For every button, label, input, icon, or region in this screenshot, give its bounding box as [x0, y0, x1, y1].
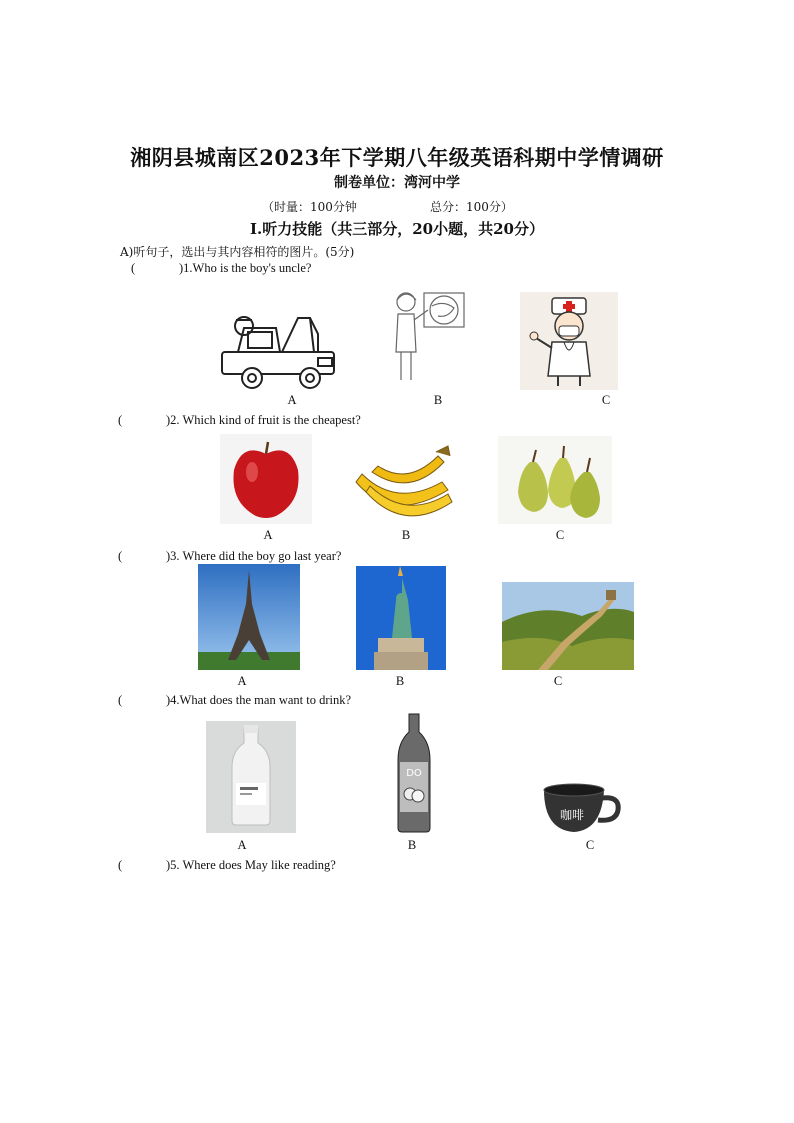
teacher-at-globe-picture: [388, 290, 468, 384]
great-wall-picture: [502, 582, 634, 670]
doctor-picture: [520, 292, 618, 390]
time-limit: （时量：100分钟: [262, 200, 357, 214]
option-label-c: C: [553, 674, 563, 688]
total-score: 总分：100分）: [430, 200, 513, 214]
milk-bottle-picture: [206, 721, 296, 833]
question-text: 2. Which kind of fruit is the cheapest?: [170, 413, 361, 427]
option-label-a: A: [287, 393, 297, 407]
option-label-c: C: [555, 528, 565, 542]
question-2: ( )2. Which kind of fruit is the cheapest?: [118, 413, 361, 427]
question-5: ( )5. Where does May like reading?: [118, 858, 336, 872]
juice-bottle-picture: [394, 712, 434, 834]
statue-of-liberty-picture: [356, 566, 446, 670]
question-3: ( )3. Where did the boy go last year?: [118, 549, 342, 563]
answer-blank[interactable]: (: [118, 549, 123, 563]
eiffel-tower-picture: [198, 564, 300, 670]
coffee-cup-picture: [540, 782, 624, 836]
tow-truck-driver-picture: [218, 308, 338, 392]
question-4: ( )4.What does the man want to drink?: [118, 693, 352, 707]
answer-blank[interactable]: (: [118, 693, 123, 707]
question-text: 1.Who is the boy's uncle?: [183, 261, 312, 275]
option-label-a: A: [237, 838, 247, 852]
question-text: 4.What does the man want to drink?: [170, 693, 352, 707]
question-1: ( )1.Who is the boy's uncle?: [131, 261, 312, 275]
question-text: 5. Where does May like reading?: [170, 858, 336, 872]
section-instruction: A)听句子，选出与其内容相符的图片。(5分): [120, 245, 355, 259]
question-text: 3. Where did the boy go last year?: [170, 549, 342, 563]
option-label-b: B: [433, 393, 443, 407]
pears-picture: [498, 436, 612, 524]
option-label-b: B: [407, 838, 417, 852]
option-label-c: C: [601, 393, 611, 407]
option-label-b: B: [401, 528, 411, 542]
option-label-c: C: [585, 838, 595, 852]
answer-blank[interactable]: (: [131, 261, 136, 275]
answer-blank[interactable]: (: [118, 858, 123, 872]
svg-text:DO: DO: [406, 768, 422, 779]
page-title: 湘阴县城南区2023年下学期八年级英语科期中学情调研: [130, 145, 664, 170]
coffee-cup-label: 咖啡: [560, 808, 585, 822]
option-label-b: B: [395, 674, 405, 688]
option-label-a: A: [237, 674, 247, 688]
bananas-picture: [352, 442, 460, 524]
answer-blank[interactable]: (: [118, 413, 123, 427]
section-title: I.听力技能（共三部分，20小题，共20分）: [250, 220, 544, 238]
apple-picture: [220, 434, 312, 524]
option-label-a: A: [263, 528, 273, 542]
issuing-unit: 制卷单位：湾河中学: [334, 175, 460, 191]
